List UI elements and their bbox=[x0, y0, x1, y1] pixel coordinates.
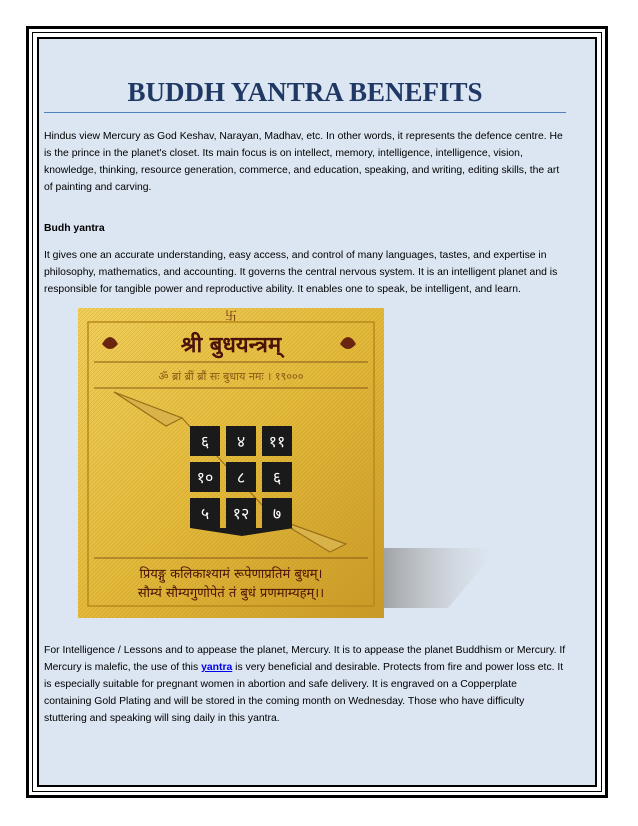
grid-number: ६ bbox=[200, 432, 210, 451]
closing-text-start: For Intelligence / Lessons and to appease the planet, Mercury. It is to appease the planet Buddhism or Mercury. If Mercury is malefic, the use of this bbox=[44, 645, 566, 673]
grid-number: ४ bbox=[236, 432, 246, 451]
yantra-image bbox=[78, 308, 498, 624]
swastika-symbol: 卐 bbox=[224, 309, 238, 323]
verse-line-1: प्रियङ्गु कलिकाश्यामं रूपेणाप्रतिमं बुधम्। bbox=[139, 567, 323, 582]
page-title: BUDDH YANTRA BENEFITS bbox=[127, 77, 483, 107]
grid-number: ११ bbox=[268, 432, 286, 451]
title-underline bbox=[44, 112, 566, 113]
plate-shadow bbox=[378, 548, 498, 608]
mantra-line: ॐ ब्रां ब्रीं ब्रौं सः बुधाय नमः । १९००० bbox=[158, 370, 304, 383]
grid-number: ६ bbox=[272, 468, 282, 487]
intro-paragraph: Hindus view Mercury as God Keshav, Narayan, Madhav, etc. In other words, it represents the defence centre. He is the prince in the planet's closet. Its main focus is on intellect, memory, intelligence, intelligence, vision, knowledge, thinking, resource generation, commerce, and education, speaking, and writing, editing skills, the art of painting and carving. bbox=[44, 131, 563, 193]
grid-number: ५ bbox=[200, 504, 210, 523]
description-paragraph: It gives one an accurate understanding, easy access, and control of many languages, tastes, and expertise in philosophy, mathematics, and accounting. It governs the central nervous system. It is an intelligent planet and is responsible for tangible power and reproductive ability. It enables one to speak, be intelligent, and learn. bbox=[44, 250, 558, 295]
yantra-heading: श्री बुधयन्त्रम् bbox=[180, 333, 282, 358]
document-body bbox=[44, 44, 566, 727]
closing-paragraph bbox=[44, 642, 566, 727]
yantra-link[interactable]: yantra bbox=[201, 662, 233, 673]
closing-text-end: is very beneficial and desirable. Protects from fire and power loss etc. It is especially suitable for pregnant women in abortion and safe delivery. It is engraved on a Copperplate containing Gold Plating and will be stored in the coming month on Wednesday. Those who have difficulty stuttering and speaking will sing daily in this yantra. bbox=[44, 662, 564, 724]
verse-line-2: सौम्यं सौम्यगुणोपेतं तं बुधं प्रणमाम्यहम्।। bbox=[137, 586, 325, 601]
number-grid bbox=[190, 426, 294, 536]
section-heading: Budh yantra bbox=[44, 223, 105, 234]
grid-number: ८ bbox=[236, 468, 246, 487]
yantra-illustration bbox=[78, 308, 498, 624]
grid-number: १० bbox=[196, 468, 214, 487]
grid-number: १२ bbox=[232, 504, 250, 523]
grid-number: ७ bbox=[272, 504, 282, 523]
